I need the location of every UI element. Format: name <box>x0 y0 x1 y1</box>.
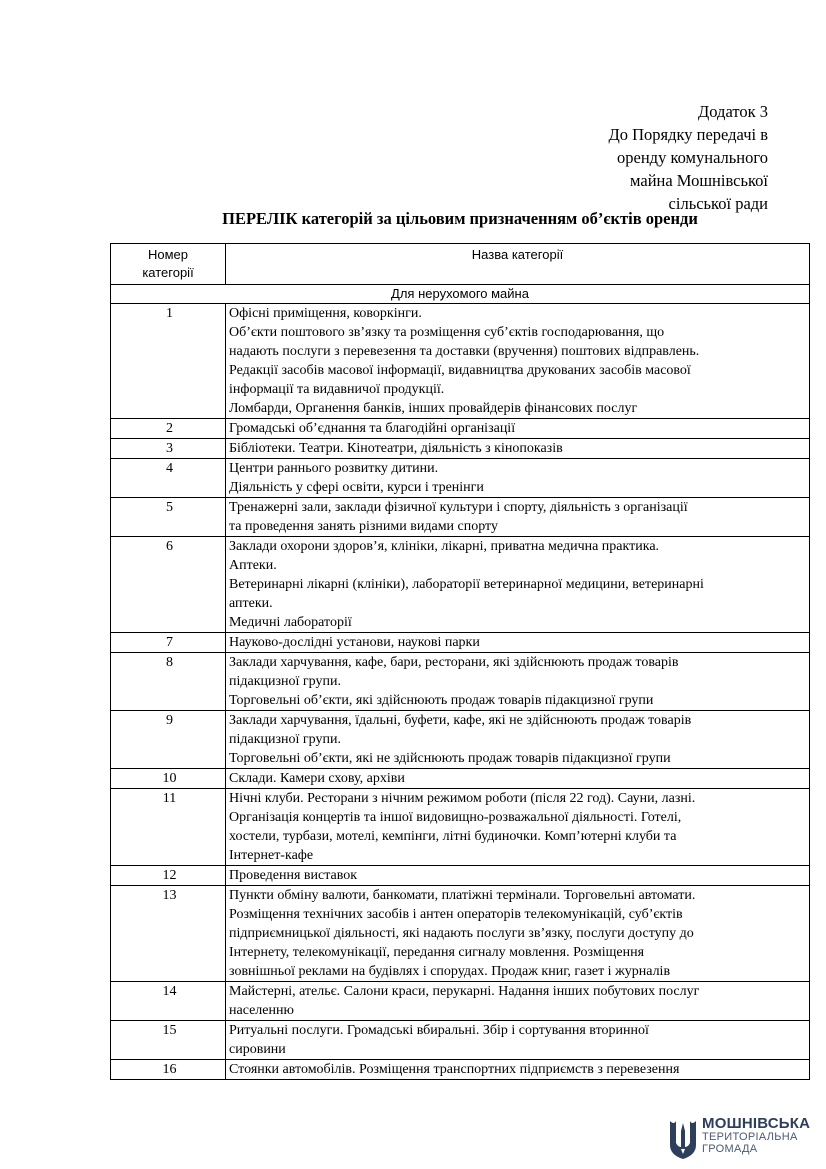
category-name <box>226 459 810 498</box>
header-category-number <box>111 244 226 285</box>
table-row <box>111 419 810 439</box>
category-name-line: Діяльність у сфері освіти, курси і тренінги <box>229 480 484 495</box>
header-number-line: категорії <box>142 265 194 280</box>
category-name <box>226 498 810 537</box>
document-title: ПЕРЕЛІК категорій за цільовим призначенням об’єктів оренди <box>222 209 698 228</box>
logo-subtitle: ГРОМАДА <box>702 1143 758 1155</box>
category-name-line: зовнішньої реклами на будівлях і спорудах. Продаж книг, газет і журналів <box>229 964 671 979</box>
category-name <box>226 633 810 653</box>
category-name-line: Ритуальні послуги. Громадські вбиральні. Збір і сортування вторинної <box>229 1023 649 1038</box>
category-name-line: Медичні лабораторії <box>229 615 352 630</box>
trident-emblem-icon <box>668 1117 698 1161</box>
category-name-line: Організація концертів та іншої видовищно-розважальної діяльності. Готелі, <box>229 810 682 825</box>
table-row <box>111 537 810 633</box>
category-name-line: сировини <box>229 1042 286 1057</box>
table-row <box>111 789 810 866</box>
category-name <box>226 1060 810 1080</box>
category-name <box>226 982 810 1021</box>
category-number: 1 <box>111 304 226 419</box>
table-row <box>111 633 810 653</box>
category-number: 3 <box>111 439 226 459</box>
table-row <box>111 769 810 789</box>
table-row <box>111 439 810 459</box>
category-name-line: Інтернету, телекомунікації, передання сигналу мовлення. Розміщення <box>229 945 645 960</box>
category-name-line: Майстерні, ательє. Салони краси, перукарні. Надання інших побутових послуг <box>229 984 700 999</box>
table-header-row <box>111 244 810 285</box>
category-name-line: хостели, турбази, мотелі, кемпінги, літні будиночки. Комп’ютерні клуби та <box>229 829 677 844</box>
category-name <box>226 304 810 419</box>
addendum-line: До Порядку передачі в <box>608 125 768 144</box>
addendum-line: Додаток 3 <box>698 102 768 121</box>
category-number: 5 <box>111 498 226 537</box>
category-number: 8 <box>111 653 226 711</box>
addendum-line: оренду комунального <box>617 148 768 167</box>
category-name-line: Центри раннього розвитку дитини. <box>229 461 439 476</box>
category-name-line: населенню <box>229 1003 294 1018</box>
category-number: 4 <box>111 459 226 498</box>
category-name-line: Торговельні об’єкти, які не здійснюють продаж товарів підакцизної групи <box>229 751 671 766</box>
category-name-line: Офісні приміщення, коворкінги. <box>229 306 422 321</box>
header-category-name: Назва категорії <box>226 244 810 285</box>
category-number: 16 <box>111 1060 226 1080</box>
category-number: 11 <box>111 789 226 866</box>
category-name <box>226 439 810 459</box>
table-row <box>111 1021 810 1060</box>
section-title: Для нерухомого майна <box>111 285 810 304</box>
category-name-line: Торговельні об’єкти, які здійснюють продаж товарів підакцизної групи <box>229 693 654 708</box>
category-name <box>226 419 810 439</box>
category-name <box>226 769 810 789</box>
table-row <box>111 459 810 498</box>
category-name <box>226 653 810 711</box>
category-number: 15 <box>111 1021 226 1060</box>
table-row <box>111 711 810 769</box>
category-name-line: Пункти обміну валюти, банкомати, платіжні термінали. Торговельні автомати. <box>229 888 696 903</box>
addendum-block <box>608 100 768 215</box>
category-number: 10 <box>111 769 226 789</box>
category-name <box>226 1021 810 1060</box>
logo-text <box>702 1116 810 1155</box>
section-row <box>111 285 810 304</box>
category-number: 14 <box>111 982 226 1021</box>
category-name-line: Інтернет-кафе <box>229 848 314 863</box>
category-name <box>226 789 810 866</box>
logo-subtitle: ТЕРИТОРІАЛЬНА <box>702 1131 798 1143</box>
category-name-line: Громадські об’єднання та благодійні організації <box>229 421 516 436</box>
category-name-line: Заклади харчування, їдальні, буфети, кафе, які не здійснюють продаж товарів <box>229 713 692 728</box>
category-name-line: Об’єкти поштового зв’язку та розміщення суб’єктів господарювання, що <box>229 325 665 340</box>
category-name-line: та проведення занять різними видами спорту <box>229 519 498 534</box>
category-name-line: інформації та видавничої продукції. <box>229 382 445 397</box>
table-row <box>111 866 810 886</box>
category-name <box>226 866 810 886</box>
categories-table <box>110 243 810 1080</box>
addendum-line: майна Мошнівської <box>630 171 768 190</box>
category-name-line: Склади. Камери схову, архіви <box>229 771 405 786</box>
table-row <box>111 498 810 537</box>
category-name-line: аптеки. <box>229 596 273 611</box>
category-number: 2 <box>111 419 226 439</box>
category-name-line: надають послуги з перевезення та доставки (вручення) поштових відправлень. <box>229 344 700 359</box>
table-row <box>111 653 810 711</box>
category-name <box>226 711 810 769</box>
category-name-line: Ломбарди, Органення банків, інших провайдерів фінансових послуг <box>229 401 638 416</box>
table-body <box>111 285 810 1080</box>
table-row <box>111 304 810 419</box>
category-name-line: Тренажерні зали, заклади фізичної культури і спорту, діяльність з організації <box>229 500 688 515</box>
logo-name: МОШНІВСЬКА <box>702 1115 811 1132</box>
category-name-line: Заклади охорони здоров’я, клініки, лікарні, приватна медична практика. <box>229 539 660 554</box>
table-row <box>111 982 810 1021</box>
category-name-line: Аптеки. <box>229 558 277 573</box>
category-name-line: Заклади харчування, кафе, бари, ресторани, які здійснюють продаж товарів <box>229 655 679 670</box>
category-number: 12 <box>111 866 226 886</box>
category-name-line: підакцизної групи. <box>229 674 341 689</box>
category-name-line: Редакції засобів масової інформації, видавництва друкованих засобів масової <box>229 363 691 378</box>
community-logo <box>668 1115 818 1163</box>
category-name-line: Бібліотеки. Театри. Кінотеатри, діяльність з кінопоказів <box>229 441 563 456</box>
category-name-line: підприємницької діяльності, які надають послуги зв’язку, послуги доступу до <box>229 926 694 941</box>
category-name-line: Науково-дослідні установи, наукові парки <box>229 635 480 650</box>
category-name-line: Ветеринарні лікарні (клініки), лабораторії ветеринарної медицини, ветеринарні <box>229 577 704 592</box>
category-name-line: Нічні клуби. Ресторани з нічним режимом роботи (після 22 год). Сауни, лазні. <box>229 791 696 806</box>
category-number: 7 <box>111 633 226 653</box>
category-number: 13 <box>111 886 226 982</box>
category-name-line: підакцизної групи. <box>229 732 341 747</box>
category-number: 6 <box>111 537 226 633</box>
table-row <box>111 886 810 982</box>
table-row <box>111 1060 810 1080</box>
addendum-line: сільської ради <box>668 194 768 213</box>
category-name-line: Проведення виставок <box>229 868 358 883</box>
category-name-line: Розміщення технічних засобів і антен операторів телекомунікацій, суб’єктів <box>229 907 683 922</box>
category-name <box>226 537 810 633</box>
category-name-line: Стоянки автомобілів. Розміщення транспортних підприємств з перевезення <box>229 1062 680 1077</box>
header-number-line: Номер <box>147 247 188 262</box>
category-number: 9 <box>111 711 226 769</box>
category-name <box>226 886 810 982</box>
